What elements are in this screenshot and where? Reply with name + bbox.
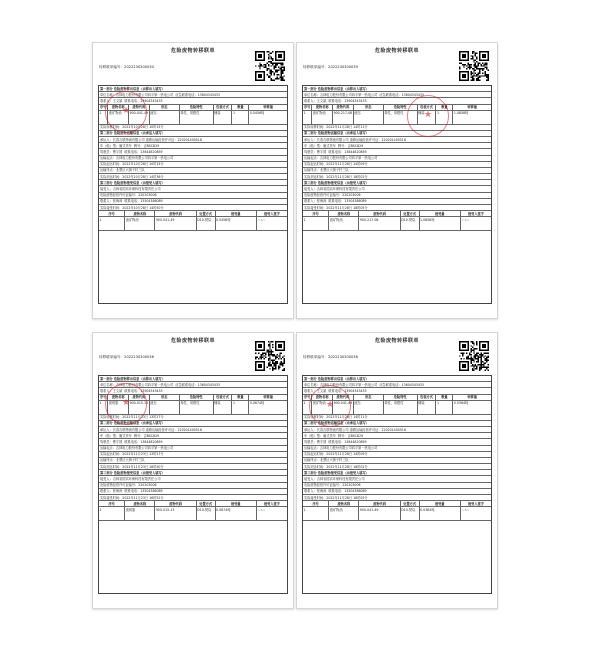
th-qty: 数量 — [232, 105, 249, 110]
org-name: 吉林电力股份有限公司四平第一热电公司 — [115, 382, 174, 387]
contact-phone: 联系电话：13904343433 — [328, 98, 367, 103]
rth-sign: 接受人签字 — [263, 501, 280, 506]
phone-label: 应急联系电话： — [379, 92, 402, 97]
rtd-code: 900-041-49 — [359, 507, 400, 520]
phone-label: 应急联系电话： — [175, 92, 198, 97]
form-number-value: 2022230300039 — [328, 65, 358, 69]
td-code: 900-041-49 — [129, 111, 150, 124]
rth-seq: 序号 — [303, 211, 329, 216]
ship-time: 实际转移时间：2022年10月28日 10时15分 — [99, 125, 287, 131]
red-seal-stamp — [105, 91, 147, 133]
form-number-label: 转移联单编号： — [99, 355, 125, 359]
rth-name: 废物名称 — [125, 211, 155, 216]
rth-weight: 接受量 — [420, 211, 461, 216]
rtd-signature: ∼∿∼ — [257, 507, 266, 512]
phone-value: 13604343433 — [197, 92, 220, 97]
form-number-value: 2022230300036 — [124, 355, 154, 359]
contact: 联系人：王文斌 — [304, 388, 327, 393]
plate: 牌号：吉BSC829 — [133, 143, 160, 148]
permit: 道路运输经营许可证：220201400518 — [349, 427, 406, 432]
td-qty: 1 — [436, 111, 453, 124]
start-time: 实际起运时间：2022年10月28日 10时15分 — [99, 162, 287, 168]
th-weight: 转移量 — [467, 395, 477, 400]
td-form: 液态 — [354, 111, 384, 124]
td-pack: 桶装 — [418, 111, 437, 124]
phone-label: 应急联系电话： — [175, 382, 198, 387]
destination: 运输终点：北票区大街子村三队 — [303, 458, 491, 464]
arrive-time: 实际到达时间：2022年11月23日 16时50分 — [99, 464, 287, 470]
th-weight: 转移量 — [263, 105, 273, 110]
qr-code-icon — [459, 51, 489, 81]
form-number-value: 2022230300030 — [124, 65, 154, 69]
rth-code: 废物代码 — [155, 211, 196, 216]
driver-phone: 联系电话：13844820859 — [328, 439, 367, 444]
form-number — [99, 65, 154, 69]
th-code: 废物代码 — [333, 395, 354, 400]
th-seq: 序号 — [303, 395, 312, 400]
transfer-form-sheet — [296, 42, 498, 319]
permit: 道路运输经营许可证：220201400518 — [349, 137, 406, 142]
waste-table-row — [303, 111, 491, 125]
rth-weight: 接受量 — [216, 211, 257, 216]
td-code: 900-015-13 — [129, 401, 150, 414]
rtd-signature: ∼∿∼ — [257, 217, 266, 222]
org-label: 单位名称： — [100, 92, 116, 97]
th-name: 废物名称 — [108, 105, 129, 110]
th-code: 废物代码 — [129, 395, 150, 400]
org-label: 单位名称： — [304, 382, 320, 387]
contact-phone: 联系电话：13904343433 — [124, 98, 163, 103]
th-pack: 包装方式 — [214, 105, 233, 110]
qr-code-icon — [255, 341, 285, 371]
form-title: 危险废物转移联单 — [170, 338, 215, 344]
td-seq: 1 — [99, 401, 108, 414]
permit: 道路运输经营许可证：220201400518 — [145, 137, 202, 142]
rtd-code: 900-041-49 — [155, 217, 196, 230]
part2-heading: 第二部分 危险废物运输信息（由承运人填写） — [303, 131, 491, 137]
recv-table-row — [303, 217, 491, 231]
rth-code: 废物代码 — [359, 211, 400, 216]
destination: 运输终点：北票区大街子村三队 — [99, 168, 287, 174]
rtd-name: 废矿物油 — [329, 507, 359, 520]
transfer-form-sheet — [296, 332, 498, 609]
th-name: 废物名称 — [312, 395, 333, 400]
phone-label: 应急联系电话： — [379, 382, 402, 387]
td-qty: 1 — [232, 111, 249, 124]
rtd-name: 废树脂 — [125, 507, 155, 520]
recv-phone: 联系电话：13504386089 — [124, 199, 163, 204]
recv-phone: 联系电话：13504386089 — [328, 199, 367, 204]
td-code: 900-041-49 — [333, 401, 354, 414]
red-seal-stamp — [407, 95, 449, 137]
driver: 驾驶员：曹宇国 — [304, 439, 327, 444]
arrive-time: 实际到达时间：2022年10月28日 14时36分 — [99, 174, 287, 180]
license: 危险废物经营许可证编号：220203006 — [99, 483, 287, 489]
part1-heading: 第一部分 危险废物移出信息（由移出人填写） — [303, 376, 491, 382]
rth-seq: 序号 — [99, 501, 125, 506]
permit: 道路运输经营许可证：220201400518 — [145, 427, 202, 432]
recv-time: 实际接受时间：2022年11月23日 16时52分 — [99, 495, 287, 501]
rth-method: 处置方式 — [197, 501, 216, 506]
td-hazard: 毒性、易燃性 — [384, 111, 418, 124]
org-name: 吉林电力股份有限公司四平第一热电公司 — [319, 382, 378, 387]
rth-code: 废物代码 — [155, 501, 196, 506]
recv-phone: 联系电话：13504386089 — [124, 489, 163, 494]
recv-table-row — [303, 507, 491, 521]
recv-table-row — [99, 507, 287, 521]
rtd-signature: ∼∿∼ — [461, 217, 470, 222]
start-time: 实际起运时间：2022年11月23日 13时27分 — [99, 452, 287, 458]
carrier: 承运人：长春吉联物流有限公司 — [304, 427, 349, 432]
destination: 运输终点：北票区大街子村三队 — [99, 458, 287, 464]
carrier: 承运人：长春吉联物流有限公司 — [100, 137, 145, 142]
part1-heading: 第一部分 危险废物移出信息（由移出人填写） — [99, 86, 287, 92]
recv-contact: 联系人：张海涛 — [304, 199, 327, 204]
rtd-signature: ∼∿∼ — [461, 507, 470, 512]
carrier: 承运人：长春吉联物流有限公司 — [304, 137, 349, 142]
driver-phone: 联系电话：13844820859 — [328, 149, 367, 154]
rth-sign: 接受人签字 — [263, 211, 280, 216]
plate: 牌号：吉BSC829 — [337, 433, 364, 438]
rtd-seq: 1 — [303, 217, 329, 230]
rtd-seq: 1 — [99, 217, 125, 230]
td-qty: 1 — [436, 401, 453, 414]
rth-method: 处置方式 — [197, 211, 216, 216]
form-number-label: 转移联单编号： — [99, 65, 125, 69]
part1-heading: 第一部分 危险废物移出信息（由移出人填写） — [99, 376, 287, 382]
td-code: 900-217-08 — [333, 111, 354, 124]
org-name: 吉林电力股份有限公司四平第一热电公司 — [319, 92, 378, 97]
rtd-code: 900-015-13 — [155, 507, 196, 520]
ship-time: 实际转移时间：2022年11月28日 14时11分 — [303, 415, 491, 421]
td-hazard: 毒性、易燃性 — [180, 111, 214, 124]
td-name: 废矿物油 — [312, 401, 333, 414]
driver: 驾驶员：曹宇国 — [100, 439, 123, 444]
rth-method: 处置方式 — [401, 211, 420, 216]
destination: 运输终点：北票区大街子村三队 — [303, 168, 491, 174]
rth-seq: 序号 — [303, 501, 329, 506]
rth-name: 废物名称 — [125, 501, 155, 506]
form-body — [302, 85, 492, 304]
form-number — [303, 355, 358, 359]
rtd-name: 废矿物油 — [329, 217, 359, 230]
th-qty: 数量 — [436, 105, 453, 110]
driver-phone: 联系电话：13844820859 — [124, 439, 163, 444]
start-time: 实际起运时间：2022年11月28日 14时09分 — [303, 452, 491, 458]
recv-time: 实际接受时间：2022年10月28日 14时50分 — [99, 205, 287, 211]
th-seq: 序号 — [303, 105, 312, 110]
qr-code-icon — [255, 51, 285, 81]
arrive-time: 实际到达时间：2022年11月28日 18时02分 — [303, 464, 491, 470]
phone-value: 13604343433 — [401, 382, 424, 387]
plate: 牌号：吉BSC829 — [133, 433, 160, 438]
vehicle: 车（船）型：厢式货车 — [304, 433, 336, 438]
rtd-name: 废矿物油 — [125, 217, 155, 230]
part2-heading: 第二部分 危险废物运输信息（由承运人填写） — [99, 421, 287, 427]
form-title: 危险废物转移联单 — [374, 48, 419, 54]
th-hazard: 危险特性 — [384, 395, 418, 400]
receiver: 接受人：吉林省国宾环保科技有限责任公司 — [303, 476, 491, 482]
license: 危险废物经营许可证编号：220203006 — [303, 483, 491, 489]
td-seq: 1 — [99, 111, 108, 124]
rth-sign: 接受人签字 — [467, 211, 484, 216]
form-number — [303, 65, 358, 69]
rtd-code: 900-217-08 — [359, 217, 400, 230]
red-seal-stamp — [309, 385, 351, 427]
part2-heading: 第二部分 危险废物运输信息（由承运人填写） — [303, 421, 491, 427]
vehicle: 车（船）型：厢式货车 — [100, 433, 132, 438]
origin: 运输起点：吉林电力股份有限公司四平第一热电公司 — [303, 446, 491, 452]
license: 危险废物经营许可证编号：220203006 — [99, 193, 287, 199]
part1-heading: 第一部分 危险废物移出信息（由移出人填写） — [303, 86, 491, 92]
td-qty: 1 — [232, 401, 249, 414]
th-code: 废物代码 — [333, 105, 354, 110]
recv-contact: 联系人：张海涛 — [100, 489, 123, 494]
org-name: 吉林电力股份有限公司四平第一热电公司 — [115, 92, 174, 97]
td-pack: 桶装 — [214, 111, 233, 124]
form-number-label: 转移联单编号： — [303, 65, 329, 69]
rtd-seq: 1 — [303, 507, 329, 520]
arrive-time: 实际到达时间：2022年11月28日 18时02分 — [303, 174, 491, 180]
rtd-weight: 0.0674吨 — [216, 507, 257, 520]
th-weight: 转移量 — [263, 395, 273, 400]
td-pack: 桶装 — [418, 401, 437, 414]
th-qty: 数量 — [436, 395, 453, 400]
phone-value: 13604343433 — [401, 92, 424, 97]
origin: 运输起点：吉林电力股份有限公司四平第一热电公司 — [99, 156, 287, 162]
seal-star-icon: ★ — [423, 110, 433, 121]
th-seq: 序号 — [99, 395, 108, 400]
org-label: 单位名称： — [304, 92, 320, 97]
th-hazard: 危险特性 — [384, 105, 418, 110]
td-weight: 0.0364吨 — [453, 401, 469, 406]
th-form: 形态 — [150, 395, 180, 400]
rtd-weight: 0.0364吨 — [420, 507, 461, 520]
recv-time: 实际接受时间：2022年11月28日 18时05分 — [303, 205, 491, 211]
contact: 联系人：王文斌 — [304, 98, 327, 103]
receiver: 接受人：吉林省国宾环保科技有限责任公司 — [303, 186, 491, 192]
contact: 联系人：王文斌 — [100, 388, 123, 393]
td-seq: 1 — [303, 111, 312, 124]
form-number-label: 转移联单编号： — [303, 355, 329, 359]
td-weight: 1.0858吨 — [453, 111, 469, 116]
driver: 驾驶员：曹宇国 — [304, 149, 327, 154]
rtd-weight: 1.0858吨 — [420, 217, 461, 230]
th-form: 形态 — [354, 105, 384, 110]
rth-name: 废物名称 — [329, 211, 359, 216]
td-form: 液态 — [150, 111, 180, 124]
rtd-method: D10-焚烧 — [401, 217, 420, 230]
origin: 运输起点：吉林电力股份有限公司四平第一热电公司 — [303, 156, 491, 162]
th-form: 形态 — [354, 395, 384, 400]
rtd-weight: 0.0456吨 — [216, 217, 257, 230]
th-hazard: 危险特性 — [180, 395, 214, 400]
th-qty: 数量 — [232, 395, 249, 400]
rth-name: 废物名称 — [329, 501, 359, 506]
seal-star-icon: ★ — [121, 106, 131, 117]
vehicle: 车（船）型：厢式货车 — [100, 143, 132, 148]
rtd-method: D10-焚烧 — [197, 217, 216, 230]
th-weight: 转移量 — [467, 105, 477, 110]
td-seq: 1 — [303, 401, 312, 414]
plate: 牌号：吉BSC829 — [337, 143, 364, 148]
td-name: 废矿物油 — [108, 111, 129, 124]
rtd-method: D10-焚烧 — [401, 507, 420, 520]
ship-time: 实际转移时间：2022年11月28日 14时11分 — [303, 125, 491, 131]
td-weight: 0.0674吨 — [249, 401, 265, 406]
td-pack: 桶装 — [214, 401, 233, 414]
rth-method: 处置方式 — [401, 501, 420, 506]
red-seal-stamp — [105, 383, 147, 425]
recv-phone: 联系电话：13504386089 — [328, 489, 367, 494]
th-pack: 包装方式 — [418, 395, 437, 400]
th-name: 废物名称 — [108, 395, 129, 400]
rtd-seq: 1 — [99, 507, 125, 520]
td-name: 废矿物油 — [312, 111, 333, 124]
part3-heading: 第三部分 危险废物接受信息（由接受人填写） — [99, 470, 287, 476]
start-time: 实际起运时间：2022年11月28日 14时09分 — [303, 162, 491, 168]
part2-heading: 第二部分 危险废物运输信息（由承运人填写） — [99, 131, 287, 137]
rth-weight: 接受量 — [216, 501, 257, 506]
phone-value: 13604343433 — [197, 382, 220, 387]
rth-code: 废物代码 — [359, 501, 400, 506]
form-number — [99, 355, 154, 359]
carrier: 承运人：长春吉联物流有限公司 — [100, 427, 145, 432]
td-weight: 0.0456吨 — [249, 111, 265, 116]
rth-sign: 接受人签字 — [467, 501, 484, 506]
form-title: 危险废物转移联单 — [374, 338, 419, 344]
recv-contact: 联系人：张海涛 — [304, 489, 327, 494]
driver: 驾驶员：曹宇国 — [100, 149, 123, 154]
receiver: 接受人：吉林省国宾环保科技有限责任公司 — [99, 186, 287, 192]
ship-time: 实际转移时间：2022年11月23日 13时27分 — [99, 415, 287, 421]
recv-table-row — [99, 217, 287, 231]
contact: 联系人：王文斌 — [100, 98, 123, 103]
td-form: 液态 — [150, 401, 180, 414]
transfer-form-sheet — [92, 332, 294, 609]
transfer-form-sheet — [92, 42, 294, 319]
driver-phone: 联系电话：13844820859 — [124, 149, 163, 154]
part3-heading: 第三部分 危险废物接受信息（由接受人填写） — [303, 470, 491, 476]
td-name: 废树脂 — [108, 401, 129, 414]
th-form: 形态 — [150, 105, 180, 110]
part3-heading: 第三部分 危险废物接受信息（由接受人填写） — [303, 180, 491, 186]
form-title: 危险废物转移联单 — [170, 48, 215, 54]
td-hazard: 毒性、易燃性 — [384, 401, 418, 414]
license: 危险废物经营许可证编号：220203006 — [303, 193, 491, 199]
th-seq: 序号 — [99, 105, 108, 110]
seal-star-icon: ★ — [325, 400, 335, 411]
rtd-method: D10-焚烧 — [197, 507, 216, 520]
form-number-value: 2022230300038 — [328, 355, 358, 359]
qr-code-icon — [459, 341, 489, 371]
th-code: 废物代码 — [129, 105, 150, 110]
recv-time: 实际接受时间：2022年11月28日 18时05分 — [303, 495, 491, 501]
recv-contact: 联系人：张海涛 — [100, 199, 123, 204]
th-hazard: 危险特性 — [180, 105, 214, 110]
org-label: 单位名称： — [100, 382, 116, 387]
th-pack: 包装方式 — [418, 105, 437, 110]
origin: 运输起点：吉林电力股份有限公司四平第一热电公司 — [99, 446, 287, 452]
contact-phone: 联系电话：13904343433 — [328, 388, 367, 393]
rth-weight: 接受量 — [420, 501, 461, 506]
part3-heading: 第三部分 危险废物接受信息（由接受人填写） — [99, 180, 287, 186]
vehicle: 车（船）型：厢式货车 — [304, 143, 336, 148]
receiver: 接受人：吉林省国宾环保科技有限责任公司 — [99, 476, 287, 482]
th-name: 废物名称 — [312, 105, 333, 110]
td-form: 液态 — [354, 401, 384, 414]
td-hazard: 毒性、易燃性 — [180, 401, 214, 414]
th-pack: 包装方式 — [214, 395, 233, 400]
seal-star-icon: ★ — [121, 398, 131, 409]
rth-seq: 序号 — [99, 211, 125, 216]
contact-phone: 联系电话：13904343433 — [124, 388, 163, 393]
